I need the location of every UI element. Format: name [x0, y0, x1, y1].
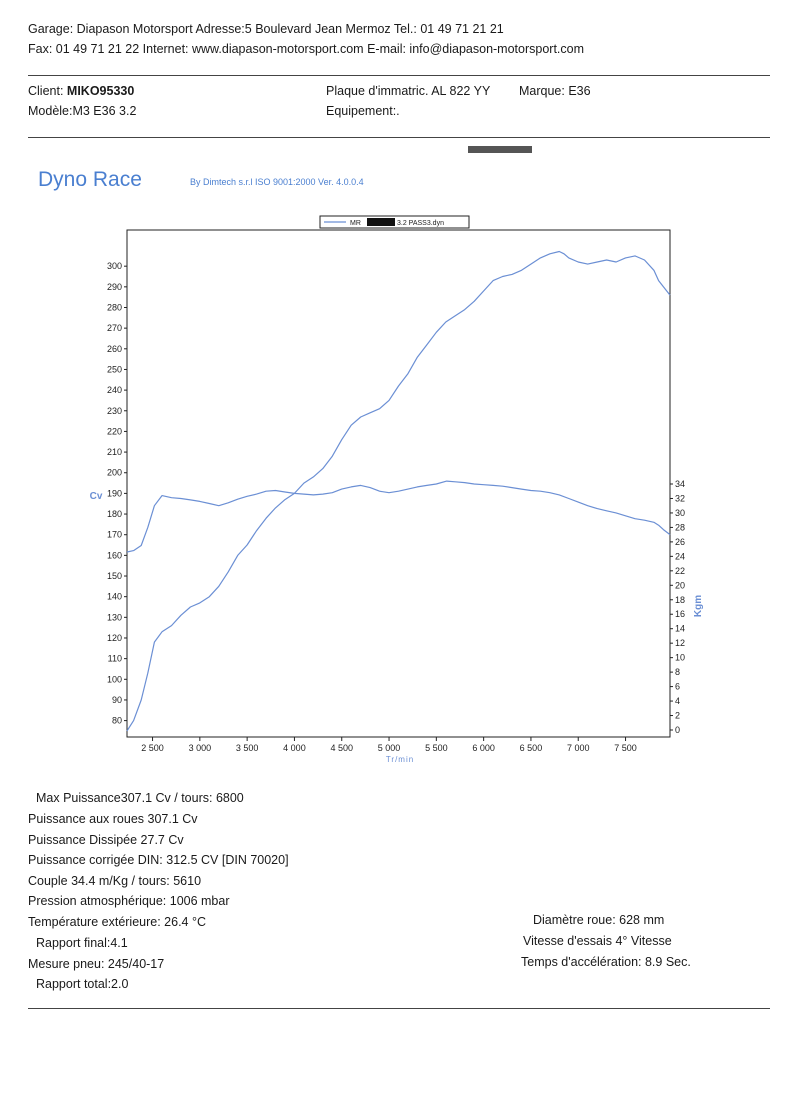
- dyno-chart: [0, 200, 800, 775]
- y-left-tick-label: 190: [106, 488, 122, 499]
- result-max: Max Puissance307.1 Cv / tours: 6800: [36, 791, 244, 805]
- y-left-axis-label: Cv: [89, 491, 103, 502]
- x-axis-label: Tr/min: [385, 755, 415, 764]
- y-right-tick-label: 22: [675, 565, 686, 576]
- y-left-tick-label: 230: [106, 405, 122, 416]
- y-right-tick-label: 16: [675, 609, 686, 620]
- brand-title: Dyno Race: [38, 168, 142, 191]
- result-torque: Couple 34.4 m/Kg / tours: 5610: [28, 874, 202, 888]
- y-left-tick-label: 150: [106, 571, 122, 582]
- y-right-tick-label: 30: [675, 507, 686, 518]
- x-tick-label: 4 000: [283, 743, 306, 753]
- result-temperature: Température extérieure: 26.4 °C: [28, 915, 207, 929]
- make-field: Marque: E36: [519, 84, 591, 98]
- y-left-tick-label: 90: [111, 694, 122, 705]
- torque-curve: [127, 481, 670, 552]
- y-left-tick-label: 180: [106, 509, 122, 520]
- x-tick-label: 5 500: [425, 743, 448, 753]
- y-right-tick-label: 6: [675, 681, 681, 692]
- x-tick-label: 7 000: [566, 743, 590, 753]
- divider: [28, 137, 770, 138]
- legend-label-suffix: 3.2 PASS3.dyn: [397, 220, 444, 227]
- y-right-tick-label: 18: [675, 594, 686, 605]
- client-value: MIKO95330: [66, 84, 135, 98]
- y-right-tick-label: 12: [675, 638, 686, 649]
- y-right-tick-label: 0: [675, 725, 681, 735]
- x-tick-label: 2 500: [141, 743, 164, 753]
- y-left-tick-label: 200: [106, 467, 122, 478]
- plate-field: Plaque d'immatric. AL 822 YY: [326, 84, 491, 98]
- y-right-tick-label: 2: [675, 710, 681, 721]
- y-right-tick-label: 32: [675, 493, 686, 504]
- y-left-tick-label: 300: [106, 261, 122, 272]
- y-left-tick-label: 280: [106, 302, 122, 313]
- y-left-tick-label: 210: [106, 447, 122, 458]
- redacted-stamp: [468, 146, 532, 153]
- model-field: Modèle:M3 E36 3.2: [28, 104, 137, 118]
- y-left-tick-label: 110: [107, 653, 122, 664]
- equipment-field: Equipement:.: [326, 104, 400, 118]
- y-right-tick-label: 28: [675, 522, 686, 533]
- legend-label-prefix: MR: [350, 220, 361, 227]
- x-tick-label: 3 000: [188, 743, 212, 753]
- result-wheel-power: Puissance aux roues 307.1 Cv: [28, 812, 198, 826]
- y-right-axis-label: Kgm: [693, 594, 704, 618]
- x-tick-label: 4 500: [330, 743, 354, 753]
- plot-frame: [127, 230, 670, 737]
- y-left-tick-label: 170: [106, 529, 122, 540]
- x-tick-label: 7 500: [614, 743, 637, 753]
- y-left-tick-label: 120: [106, 632, 122, 643]
- y-left-tick-label: 130: [106, 612, 122, 623]
- y-right-tick-label: 14: [675, 623, 686, 634]
- y-right-tick-label: 20: [675, 580, 686, 591]
- x-tick-label: 6 500: [519, 743, 543, 753]
- result-dissipated: Puissance Dissipée 27.7 Cv: [28, 833, 184, 847]
- result-test-speed: Vitesse d'essais 4° Vitesse: [523, 934, 672, 948]
- client-label: Client:: [28, 84, 64, 98]
- y-left-tick-label: 80: [111, 715, 122, 726]
- y-left-tick-label: 290: [106, 281, 122, 292]
- y-right-tick-label: 34: [675, 479, 686, 489]
- header-line-2: Fax: 01 49 71 21 22 Internet: www.diapason-motorsport.com E-mail: info@diapason-motorsport.com: [28, 42, 585, 56]
- x-tick-label: 3 500: [235, 743, 259, 753]
- result-accel-time: Temps d'accélération: 8.9 Sec.: [521, 955, 691, 969]
- result-pressure: Pression atmosphérique: 1006 mbar: [28, 894, 230, 908]
- x-tick-label: 5 000: [377, 743, 401, 753]
- y-left-tick-label: 240: [106, 385, 122, 396]
- x-tick-label: 6 000: [472, 743, 495, 753]
- header-line-1: Garage: Diapason Motorsport Adresse:5 Boulevard Jean Mermoz Tel.: 01 49 71 21 21: [28, 22, 504, 36]
- divider: [28, 75, 770, 76]
- result-final-ratio: Rapport final:4.1: [36, 936, 128, 950]
- y-left-tick-label: 100: [106, 674, 122, 685]
- y-left-tick-label: 260: [106, 343, 122, 354]
- y-left-tick-label: 250: [106, 364, 122, 375]
- y-right-tick-label: 26: [675, 536, 686, 547]
- divider: [28, 1008, 770, 1009]
- result-total-ratio: Rapport total:2.0: [36, 977, 129, 991]
- y-left-tick-label: 160: [106, 550, 122, 561]
- y-left-tick-label: 140: [106, 591, 122, 602]
- client-field: [28, 84, 134, 98]
- y-left-tick-label: 270: [106, 323, 122, 334]
- y-right-tick-label: 24: [675, 551, 686, 562]
- legend-redaction: [367, 218, 395, 226]
- y-left-tick-label: 220: [106, 426, 122, 437]
- y-right-tick-label: 4: [675, 696, 681, 707]
- result-wheel-diameter: Diamètre roue: 628 mm: [533, 913, 665, 927]
- brand-byline: By Dimtech s.r.l ISO 9001:2000 Ver. 4.0.0.4: [190, 177, 364, 187]
- y-right-tick-label: 10: [675, 652, 686, 663]
- result-tyre: Mesure pneu: 245/40-17: [28, 957, 165, 971]
- y-right-tick-label: 8: [675, 667, 681, 678]
- result-corrected: Puissance corrigée DIN: 312.5 CV [DIN 70020]: [28, 853, 289, 867]
